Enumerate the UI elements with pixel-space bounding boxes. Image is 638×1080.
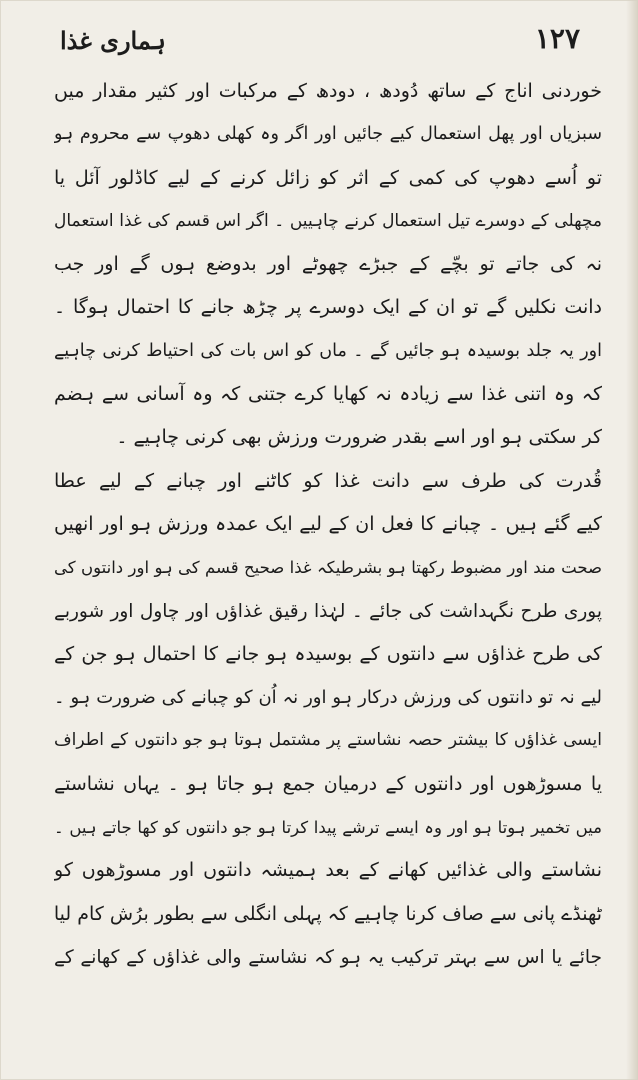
text-line: خوردنی اناج کے ساتھ دُودھ ، دودھ کے مرکبات اور کثیر مقدار میں (54, 80, 602, 102)
text-line: نشاستے والی غذائیں کھانے کے بعد ہمیشہ دانتوں اور مسوڑھوں کو (54, 859, 602, 882)
text-line: صحت مند اور مضبوط رکھتا ہو بشرطیکہ غذا صحیح قسم کی ہو اور دانتوں کی (54, 558, 602, 578)
text-line: تو اُسے دھوپ کی کمی کے اثر کو زائل کرنے کے لیے کاڈلور آئل یا (54, 166, 602, 189)
text-line: یا مسوڑھوں اور دانتوں کے درمیان جمع ہو جاتا ہو ۔ یہاں نشاستے (54, 772, 602, 795)
text-line: مچھلی کے دوسرے تیل استعمال کرنے چاہییں ۔ اگر اس قسم کی غذا استعمال (54, 210, 602, 231)
text-line: کیے گئے ہیں ۔ چبانے کا فعل ان کے لیے ایک عمدہ ورزش ہو اور انھیں (54, 512, 602, 535)
text-line: سبزیاں اور پھل استعمال کیے جائیں اور اگر وہ کھلی دھوپ سے محروم ہو (54, 124, 602, 145)
text-line: کر سکتی ہو اور اسے بقدر ضرورت ورزش بھی کرنی چاہیے ۔ (116, 426, 602, 449)
text-line: اور یہ جلد بوسیدہ ہو جائیں گے ۔ ماں کو اس بات کی احتیاط کرنی چاہیے (54, 340, 602, 361)
page-header (52, 22, 580, 66)
text-line: کی طرح غذاؤں سے دانتوں کے بوسیدہ ہو جانے کا احتمال ہو جن کے (54, 642, 602, 665)
text-line: جائے یا اس سے بہتر ترکیب یہ ہو کہ نشاستے والی غذاؤں کے کھانے کے (54, 946, 602, 968)
text-line: لیے نہ تو دانتوں کی ورزش درکار ہو اور نہ اُن کو چبانے کی ضرورت ہو ۔ (54, 687, 602, 709)
text-line: ایسی غذاؤں کا بیشتر حصہ نشاستے پر مشتمل ہوتا ہو جو دانتوں کے اطراف (54, 730, 602, 751)
body-text (54, 70, 602, 979)
text-line: قُدرت کی طرف سے دانت غذا کو کاٹنے اور چبانے کے لیے عطا (54, 469, 602, 492)
text-line: ٹھنڈے پانی سے صاف کرنا چاہیے کہ پہلی انگلی سے بطور برُش کام لیا (54, 902, 602, 925)
text-line: نہ کی جاتے تو بچّے کے جبڑے چھوٹے اور بدوضع ہوں گے اور جب (54, 253, 602, 276)
page-number: ۱۲۷ (534, 22, 580, 55)
running-title: ہماری غذا (60, 26, 166, 55)
text-line: دانت نکلیں گے تو ان کے ایک دوسرے پر چڑھ جانے کا احتمال ہوگا ۔ (54, 296, 602, 319)
text-line: پوری طرح نگہداشت کی جائے ۔ لہٰذا رقیق غذاؤں اور چاول اور شوربے (54, 600, 602, 622)
text-line: میں تخمیر ہوتا ہو اور وہ ایسے ترشے پیدا کرتا ہو جو دانتوں کو کھا جاتے ہیں ۔ (54, 818, 602, 838)
text-line: کہ وہ اتنی غذا سے زیادہ نہ کھایا کرے جتنی کہ وہ آسانی سے ہضم (54, 383, 602, 406)
